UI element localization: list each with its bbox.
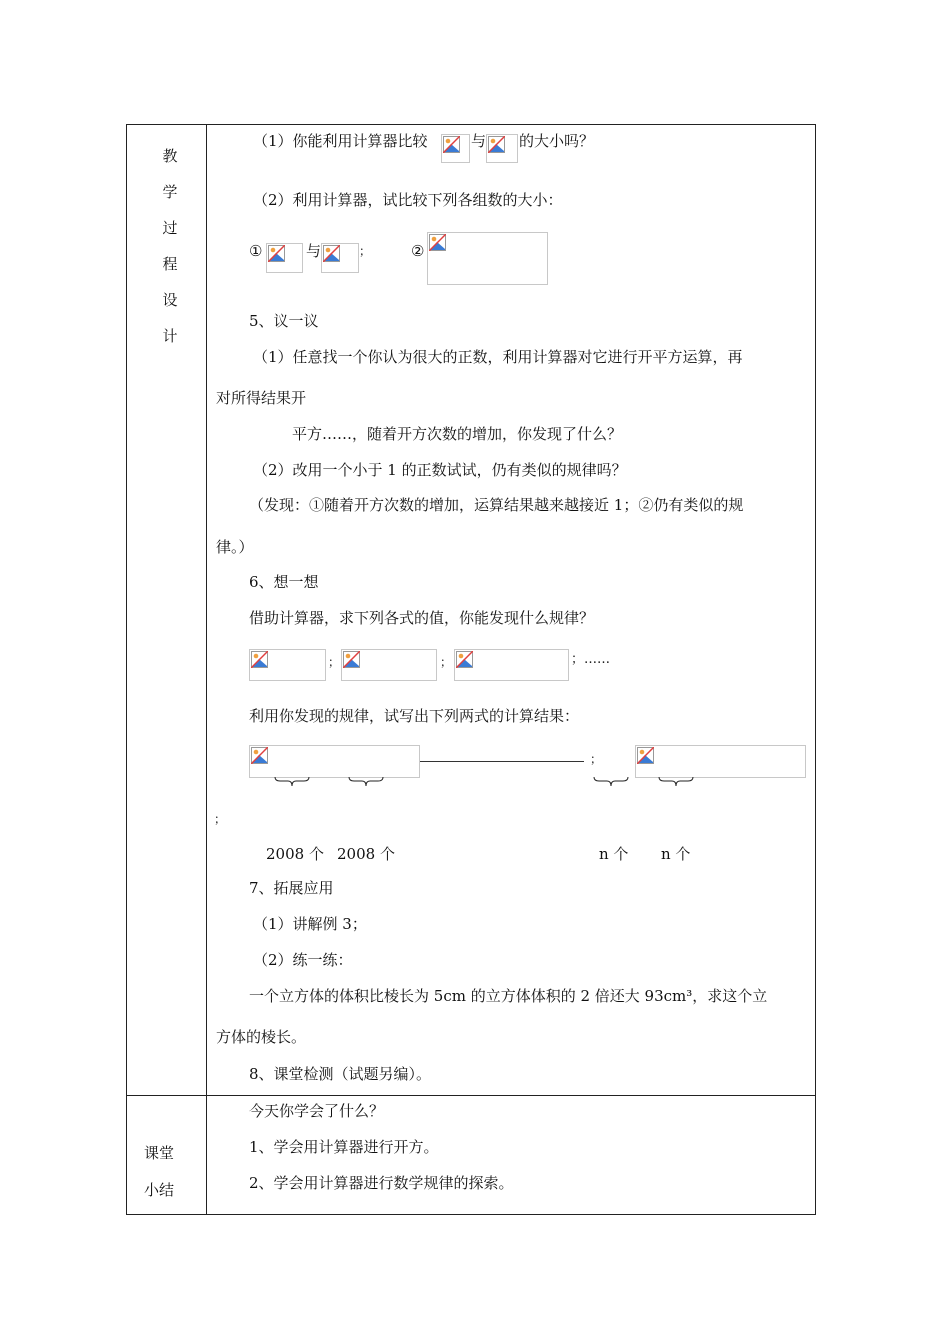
heading-char: 教 [162,147,178,165]
separator: ； [328,655,341,669]
section5-p1-line1: （1）任意找一个你认为很大的正数，利用计算器对它进行开平方运算，再 [253,348,743,366]
continuation-ellipsis: ；…… [571,652,611,667]
answer-blank-line [420,761,584,762]
brace-count-label: n 个 [599,845,629,863]
table-bottom-border [126,1214,816,1215]
section6-p1: 借助计算器，求下列各式的值，你能发现什么规律？ [249,609,595,627]
underbrace-icon [593,776,629,790]
brace-count-label: n 个 [661,845,691,863]
section6-title: 6、想一想 [249,573,319,591]
formula-image [441,134,470,163]
summary-heading-line: 小结 [144,1181,175,1199]
formula-image [341,649,437,681]
formula-image [427,232,548,285]
underbrace-icon [274,776,310,790]
section5-title: 5、议一议 [249,312,319,330]
heading-char: 过 [162,219,178,237]
item2-number: ② [411,242,425,260]
heading-char: 学 [162,183,178,201]
semicolon: ； [214,812,227,826]
heading-char: 计 [162,327,178,345]
section5-p2: （2）改用一个小于 1 的正数试试，仍有类似的规律吗？ [253,461,627,479]
section7-p2: （2）练一练： [253,951,353,969]
image-placeholder-icon [323,245,340,262]
section7-p3-line1: 一个立方体的体积比棱长为 5cm 的立方体体积的 2 倍还大 93cm³，求这个立 [249,987,768,1005]
item1-mid: 与 [306,242,322,260]
item1-number: ① [249,242,263,260]
image-placeholder-icon [343,651,360,668]
formula-image [486,134,518,163]
section7-title: 7、拓展应用 [249,879,334,897]
formula-image [454,649,569,681]
formula-image [321,243,359,273]
section7-p3-line2: 方体的棱长。 [216,1028,307,1046]
column-divider [206,124,207,1215]
section6-p2: 利用你发现的规律，试写出下列两式的计算结果： [249,707,580,725]
table-right-border [815,124,816,1215]
brace-count-label: 2008 个 [337,845,395,863]
heading-char: 程 [162,255,178,273]
underbrace-icon [658,776,694,790]
q1-suffix: 的大小吗？ [519,132,595,150]
underbrace-icon [348,776,384,790]
summary-item: 1、学会用计算器进行开方。 [249,1138,439,1156]
image-placeholder-icon [268,245,285,262]
summary-question: 今天你学会了什么？ [249,1102,385,1120]
formula-image [249,745,420,778]
q1-prefix: （1）你能利用计算器比较 [253,132,428,150]
section7-p1: （1）讲解例 3； [253,915,367,933]
section5-p1-line3: 平方……，随着开方次数的增加，你发现了什么？ [292,425,623,443]
image-placeholder-icon [637,747,654,764]
image-placeholder-icon [251,651,268,668]
semicolon: ； [590,752,603,766]
image-placeholder-icon [429,234,446,251]
row-divider [126,1095,816,1096]
q2-text: （2）利用计算器，试比较下列各组数的大小： [253,191,563,209]
q1-mid: 与 [471,132,487,150]
image-placeholder-icon [251,747,268,764]
item1-separator: ； [359,244,372,258]
formula-image [266,243,303,273]
section5-p3-line1: （发现：①随着开方次数的增加，运算结果越来越接近 1；②仍有类似的规 [249,496,744,514]
image-placeholder-icon [456,651,473,668]
formula-image [249,649,326,681]
section5-p3-line2: 律。） [216,538,254,556]
section5-p1-line2: 对所得结果开 [216,389,307,407]
summary-item: 2、学会用计算器进行数学规律的探索。 [249,1174,514,1192]
image-placeholder-icon [488,136,505,153]
table-left-border [126,124,127,1215]
brace-count-label: 2008 个 [266,845,324,863]
heading-char: 设 [162,291,178,309]
table-top-border [126,124,816,125]
summary-heading-line: 课堂 [144,1144,175,1162]
image-placeholder-icon [443,136,460,153]
section8-title: 8、课堂检测（试题另编）。 [249,1065,432,1083]
formula-image [635,745,806,778]
separator: ； [440,655,453,669]
